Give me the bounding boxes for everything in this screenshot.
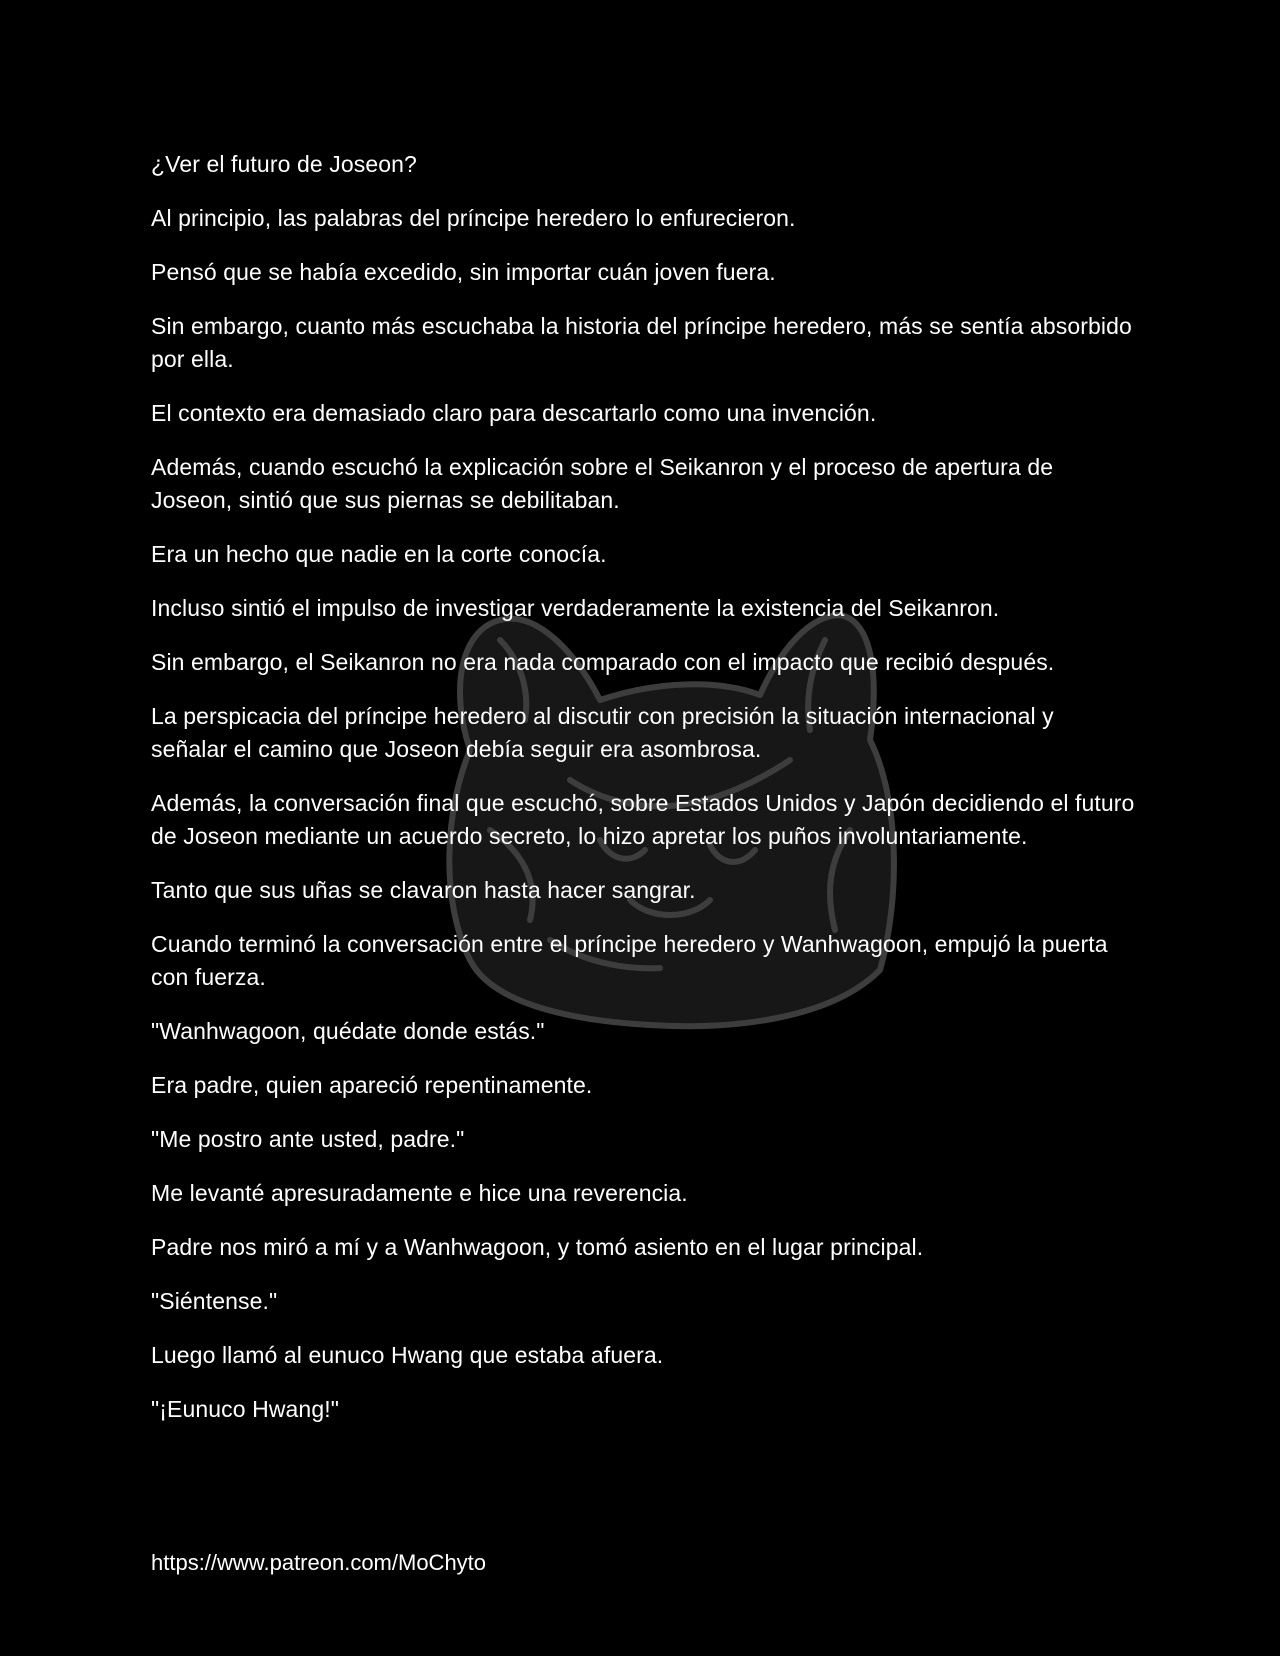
paragraph: Además, cuando escuchó la explicación sobre el Seikanron y el proceso de apertura de Joseon, sintió que sus piernas se debilitaban. bbox=[151, 454, 1054, 513]
paragraph: Era un hecho que nadie en la corte conocía. bbox=[151, 541, 607, 567]
paragraph: Sin embargo, cuanto más escuchaba la historia del príncipe heredero, más se sentía absorbido por ella. bbox=[151, 313, 1132, 372]
paragraph: Luego llamó al eunuco Hwang que estaba afuera. bbox=[151, 1342, 664, 1368]
paragraph: Incluso sintió el impulso de investigar verdaderamente la existencia del Seikanron. bbox=[151, 595, 1000, 621]
chapter-text bbox=[151, 148, 1136, 1447]
paragraph: Cuando terminó la conversación entre el príncipe heredero y Wanhwagoon, empujó la puerta con fuerza. bbox=[151, 931, 1108, 990]
paragraph: Tanto que sus uñas se clavaron hasta hacer sangrar. bbox=[151, 877, 696, 903]
paragraph: La perspicacia del príncipe heredero al discutir con precisión la situación internacional y señalar el camino que Joseon debía seguir era asombrosa. bbox=[151, 703, 1054, 762]
paragraph: Me levanté apresuradamente e hice una reverencia. bbox=[151, 1180, 688, 1206]
paragraph: Era padre, quien apareció repentinamente. bbox=[151, 1072, 593, 1098]
paragraph: Padre nos miró a mí y a Wanhwagoon, y tomó asiento en el lugar principal. bbox=[151, 1234, 924, 1260]
paragraph: ¿Ver el futuro de Joseon? bbox=[151, 151, 417, 177]
paragraph: Al principio, las palabras del príncipe heredero lo enfurecieron. bbox=[151, 205, 796, 231]
paragraph: "¡Eunuco Hwang!" bbox=[151, 1396, 339, 1422]
patreon-link[interactable]: https://www.patreon.com/MoChyto bbox=[151, 1550, 487, 1575]
paragraph: Pensó que se había excedido, sin importar cuán joven fuera. bbox=[151, 259, 776, 285]
paragraph: "Siéntense." bbox=[151, 1288, 278, 1314]
paragraph: "Wanhwagoon, quédate donde estás." bbox=[151, 1018, 545, 1044]
paragraph: Además, la conversación final que escuchó, sobre Estados Unidos y Japón decidiendo el futuro de Joseon mediante un acuerdo secreto, lo hizo apretar los puños involuntariamente. bbox=[151, 790, 1135, 849]
paragraph: Sin embargo, el Seikanron no era nada comparado con el impacto que recibió después. bbox=[151, 649, 1055, 675]
paragraph: "Me postro ante usted, padre." bbox=[151, 1126, 465, 1152]
paragraph: El contexto era demasiado claro para descartarlo como una invención. bbox=[151, 400, 877, 426]
